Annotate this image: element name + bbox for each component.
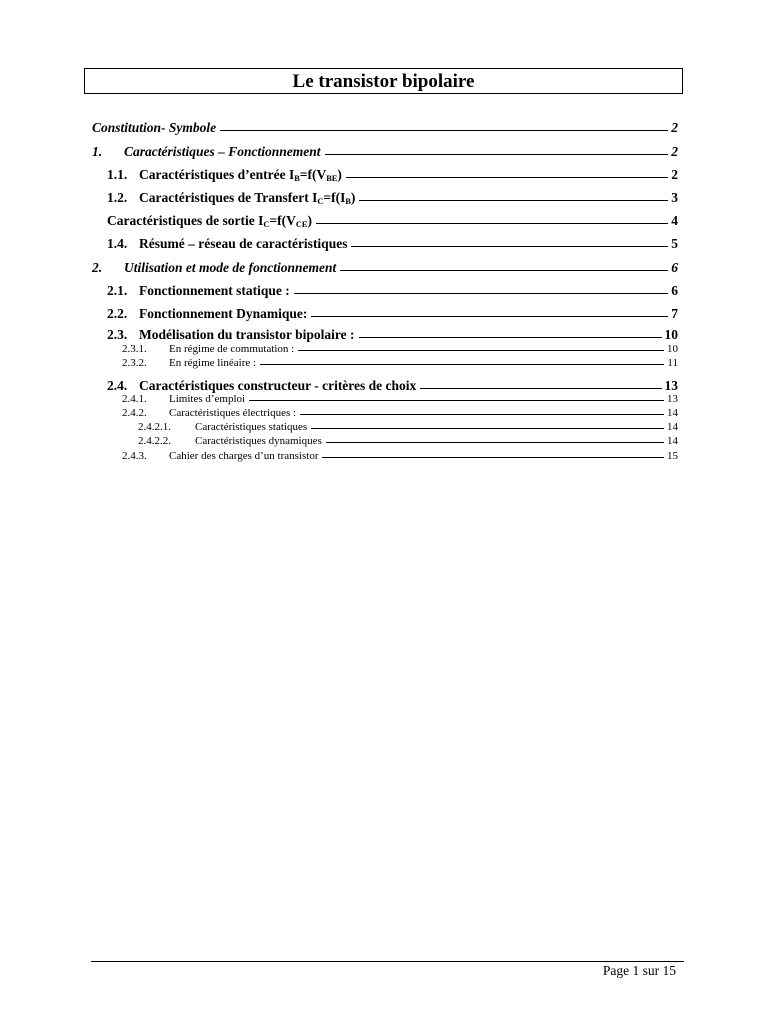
toc-entry-number: 2.2. (107, 306, 128, 321)
toc-leader-line (359, 337, 662, 338)
toc-leader-line (311, 316, 668, 317)
footer-divider (91, 961, 684, 962)
toc-entry[interactable] (92, 144, 678, 160)
toc-entry[interactable] (138, 435, 678, 447)
toc-entry-page: 13 (664, 378, 678, 393)
toc-entry-page: 10 (664, 327, 678, 342)
toc-entry-number: 2.4.2.2. (138, 435, 171, 447)
toc-entry-label: Fonctionnement Dynamique: (139, 306, 308, 321)
toc-entry-page: 6 (671, 283, 678, 298)
toc-leader-line (351, 246, 668, 247)
toc-entry-label: Utilisation et mode de fonctionnement (124, 260, 337, 275)
toc-entry-page: 14 (667, 407, 678, 419)
toc-entry-label: En régime de commutation : (169, 343, 295, 355)
page-number: Page 1 sur 15 (602, 963, 676, 978)
toc-entry-number: 2.4. (107, 378, 128, 393)
toc-entry-number: 1.2. (107, 190, 128, 205)
toc-leader-line (249, 400, 664, 401)
toc-entry[interactable] (122, 357, 678, 369)
toc-entry-page: 7 (671, 306, 678, 321)
toc-leader-line (346, 177, 668, 178)
toc-entry[interactable] (122, 450, 678, 462)
toc-entry-page: 3 (671, 190, 678, 205)
toc-entry-number: 2.4.2.1. (138, 421, 171, 433)
toc-entry[interactable] (92, 120, 678, 136)
toc-entry-label: Caractéristiques dynamiques (195, 435, 322, 447)
toc-entry-label: Caractéristiques constructeur - critères de choix (139, 378, 417, 393)
toc-entry-page: 2 (671, 144, 678, 159)
toc-entry[interactable] (107, 306, 678, 322)
toc-entry-page: 13 (667, 393, 678, 405)
toc-entry-label: Constitution- Symbole (92, 120, 217, 135)
toc-entry[interactable] (138, 421, 678, 433)
toc-entry[interactable] (107, 236, 678, 252)
toc-entry-number: 2.1. (107, 283, 128, 298)
toc-entry-page: 14 (667, 435, 678, 447)
toc-entry[interactable] (107, 327, 678, 343)
toc-entry-page: 6 (671, 260, 678, 275)
toc-entry-label: Caractéristiques – Fonctionnement (124, 144, 321, 159)
toc-entry-number: 1.1. (107, 167, 128, 182)
toc-entry-number: 2.4.2. (122, 407, 147, 419)
toc-leader-line (420, 388, 661, 389)
toc-entry-page: 14 (667, 421, 678, 433)
toc-entry-label: Caractéristiques de Transfert $I_C=f(I_B)$ (139, 190, 356, 207)
toc-entry[interactable] (107, 283, 678, 299)
toc-entry[interactable] (122, 343, 678, 355)
toc-leader-line (220, 130, 668, 131)
toc-entry-label: Caractéristiques d’entrée $I_B=f(V_{BE})$ (139, 167, 342, 184)
toc-entry-label: Limites d’emploi (169, 393, 246, 405)
toc-entry-page: 11 (667, 357, 678, 369)
toc-entry[interactable] (122, 393, 678, 405)
toc-leader-line (359, 200, 668, 201)
toc-entry-label: Caractéristiques statiques (195, 421, 308, 433)
toc-entry-label: Cahier des charges d’un transistor (169, 450, 319, 462)
toc-entry-page: 10 (667, 343, 678, 355)
toc-entry-number: 1.4. (107, 236, 128, 251)
toc-entry-page: 15 (667, 450, 678, 462)
toc-entry[interactable] (107, 213, 678, 229)
toc-entry[interactable] (122, 407, 678, 419)
toc-leader-line (298, 350, 664, 351)
toc-leader-line (340, 270, 668, 271)
toc-entry-number: 2.4.1. (122, 393, 147, 405)
toc-entry-label: Fonctionnement statique : (139, 283, 290, 298)
toc-entry-number: 2. (92, 260, 103, 275)
toc-entry-page: 2 (671, 120, 678, 135)
toc-entry[interactable] (107, 378, 678, 394)
toc-entry-page: 5 (671, 236, 678, 251)
toc-entry[interactable] (92, 260, 678, 276)
toc-entry-label: Caractéristiques électriques : (169, 407, 297, 419)
toc-entry-number: 1. (92, 144, 103, 159)
toc-leader-line (311, 428, 664, 429)
toc-leader-line (294, 293, 669, 294)
toc-entry-label: Caractéristiques de sortie $I_C=f(V_{CE})$ (107, 213, 312, 230)
toc-entry-number: 2.3.2. (122, 357, 147, 369)
toc-entry-page: 2 (671, 167, 678, 182)
toc-leader-line (300, 414, 664, 415)
toc-leader-line (322, 457, 664, 458)
toc-leader-line (260, 364, 664, 365)
toc-leader-line (325, 154, 669, 155)
toc-leader-line (326, 442, 664, 443)
toc-leader-line (316, 223, 668, 224)
toc-entry-label: Résumé – réseau de caractéristiques (139, 236, 348, 251)
toc-entry-label: En régime linéaire : (169, 357, 257, 369)
toc-entry-label: Modélisation du transistor bipolaire : (139, 327, 355, 342)
toc-entry[interactable] (107, 167, 678, 183)
toc-entry[interactable] (107, 190, 678, 206)
document-title: Le transistor bipolaire (84, 68, 683, 94)
toc-entry-page: 4 (671, 213, 678, 228)
toc-entry-number: 2.3.1. (122, 343, 147, 355)
toc-entry-number: 2.3. (107, 327, 128, 342)
toc-entry-number: 2.4.3. (122, 450, 147, 462)
